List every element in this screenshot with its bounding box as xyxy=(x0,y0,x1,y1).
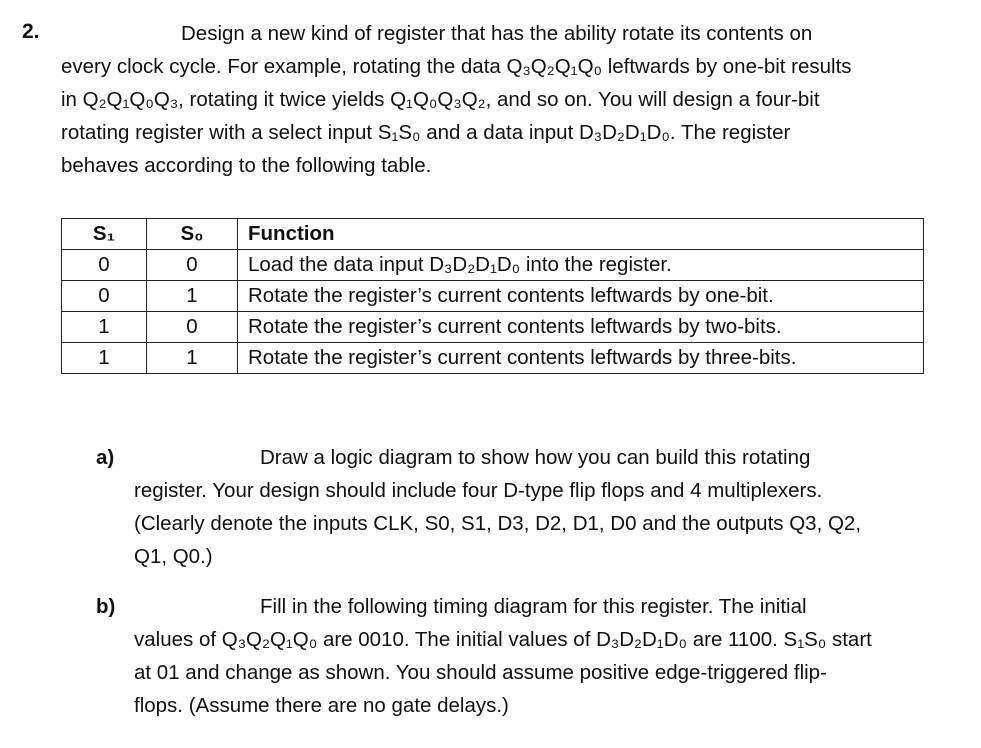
intro-line: rotating register with a select input S₁S₀ and a data input D₃D₂D₁D₀. The register xyxy=(61,121,791,144)
part-b-line: Fill in the following timing diagram for this register. The initial xyxy=(260,595,807,618)
intro-line: Design a new kind of register that has the ability rotate its contents on xyxy=(181,22,813,45)
table-row xyxy=(62,312,924,343)
header-s1: S₁ xyxy=(62,219,147,250)
header-s0: S₀ xyxy=(147,219,238,250)
question-intro xyxy=(61,17,925,182)
table-row xyxy=(62,281,924,312)
cell-s0: 1 xyxy=(147,281,238,312)
cell-s1: 0 xyxy=(62,250,147,281)
cell-s1: 1 xyxy=(62,343,147,374)
part-b-label: b) xyxy=(96,595,116,618)
part-a-line: Q1, Q0.) xyxy=(134,545,213,568)
intro-line: behaves according to the following table. xyxy=(61,154,432,177)
cell-function: Rotate the register’s current contents leftwards by one-bit. xyxy=(238,281,924,312)
part-b-line: at 01 and change as shown. You should assume positive edge-triggered flip- xyxy=(134,661,827,684)
part-a-line: register. Your design should include four D-type flip flops and 4 multiplexers. xyxy=(134,479,823,502)
header-function: Function xyxy=(238,219,924,250)
part-b-line: values of Q₃Q₂Q₁Q₀ are 0010. The initial values of D₃D₂D₁D₀ are 1100. S₁S₀ start xyxy=(134,628,872,651)
intro-line: every clock cycle. For example, rotating the data Q₃Q₂Q₁Q₀ leftwards by one-bit results xyxy=(61,55,852,78)
part-b-line: flops. (Assume there are no gate delays.) xyxy=(134,694,509,717)
question-number: 2. xyxy=(22,20,40,43)
part-a-label: a) xyxy=(96,446,115,469)
cell-function: Load the data input D₃D₂D₁D₀ into the register. xyxy=(238,250,924,281)
table-header-row xyxy=(62,219,924,250)
cell-s0: 1 xyxy=(147,343,238,374)
part-a-line: (Clearly denote the inputs CLK, S0, S1, D3, D2, D1, D0 and the outputs Q3, Q2, xyxy=(134,512,862,535)
part-a-line: Draw a logic diagram to show how you can build this rotating xyxy=(260,446,811,469)
cell-function: Rotate the register’s current contents leftwards by two-bits. xyxy=(238,312,924,343)
part-b-text xyxy=(134,590,925,722)
part-a-text xyxy=(134,441,925,573)
intro-line: in Q₂Q₁Q₀Q₃, rotating it twice yields Q₁Q₀Q₃Q₂, and so on. You will design a four-bit xyxy=(61,88,820,111)
cell-s0: 0 xyxy=(147,250,238,281)
table-row xyxy=(62,250,924,281)
cell-s1: 1 xyxy=(62,312,147,343)
table-row xyxy=(62,343,924,374)
cell-s1: 0 xyxy=(62,281,147,312)
cell-s0: 0 xyxy=(147,312,238,343)
cell-function: Rotate the register’s current contents leftwards by three-bits. xyxy=(238,343,924,374)
function-table xyxy=(61,218,924,374)
